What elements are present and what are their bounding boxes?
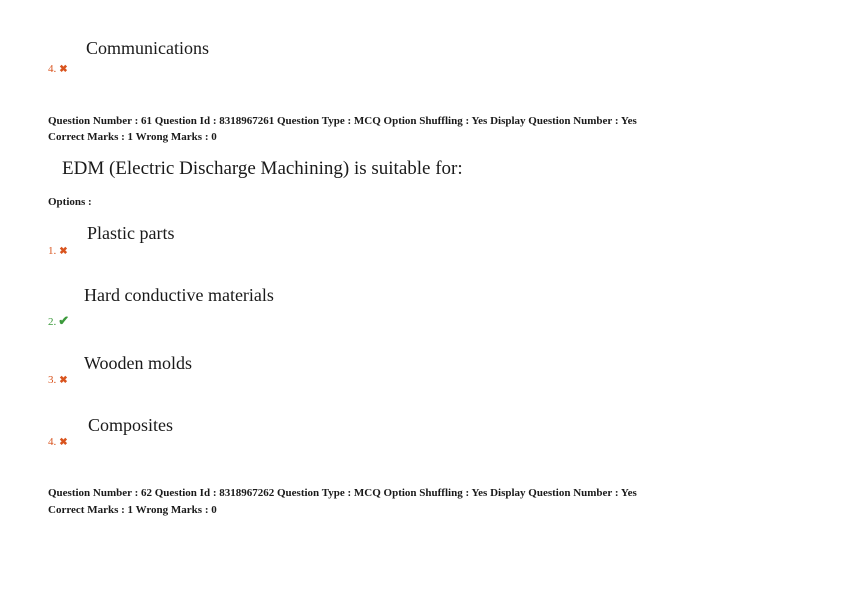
q61-option-3-number: 3. xyxy=(48,374,57,386)
prev-option-4-number: 4. xyxy=(48,63,57,75)
cross-icon: ✖ xyxy=(59,64,68,75)
q61-option-2-number: 2. xyxy=(48,316,57,328)
cross-icon: ✖ xyxy=(59,375,68,386)
q62-meta-line2: Correct Marks : 1 Wrong Marks : 0 xyxy=(48,504,217,516)
q61-option-4-marker xyxy=(48,436,68,448)
check-icon: ✔ xyxy=(58,313,70,328)
q61-option-1-marker xyxy=(48,245,68,257)
q61-option-3-text: Wooden molds xyxy=(84,353,193,373)
q61-option-1-text: Plastic parts xyxy=(87,223,175,243)
prev-option-4-text: Communications xyxy=(86,38,209,58)
q62-meta-line1: Question Number : 62 Question Id : 8318967262 Question Type : MCQ Option Shuffling : Yes Display Question Number : Yes xyxy=(48,487,637,499)
cross-icon: ✖ xyxy=(59,437,68,448)
q61-option-2-text: Hard conductive materials xyxy=(84,285,274,305)
q61-meta-line1: Question Number : 61 Question Id : 8318967261 Question Type : MCQ Option Shuffling : Yes Display Question Number : Yes xyxy=(48,115,637,127)
q61-options-label: Options : xyxy=(48,196,92,208)
prev-option-4-marker xyxy=(48,63,68,75)
q61-option-4-number: 4. xyxy=(48,436,57,448)
q61-question-text: EDM (Electric Discharge Machining) is suitable for: xyxy=(62,158,463,179)
q61-option-4-text: Composites xyxy=(88,415,174,435)
cross-icon: ✖ xyxy=(59,246,68,257)
q61-option-1-number: 1. xyxy=(48,245,57,257)
q61-option-3-marker xyxy=(48,374,68,386)
q61-meta-line2: Correct Marks : 1 Wrong Marks : 0 xyxy=(48,131,217,143)
q61-option-2-marker xyxy=(48,313,69,329)
